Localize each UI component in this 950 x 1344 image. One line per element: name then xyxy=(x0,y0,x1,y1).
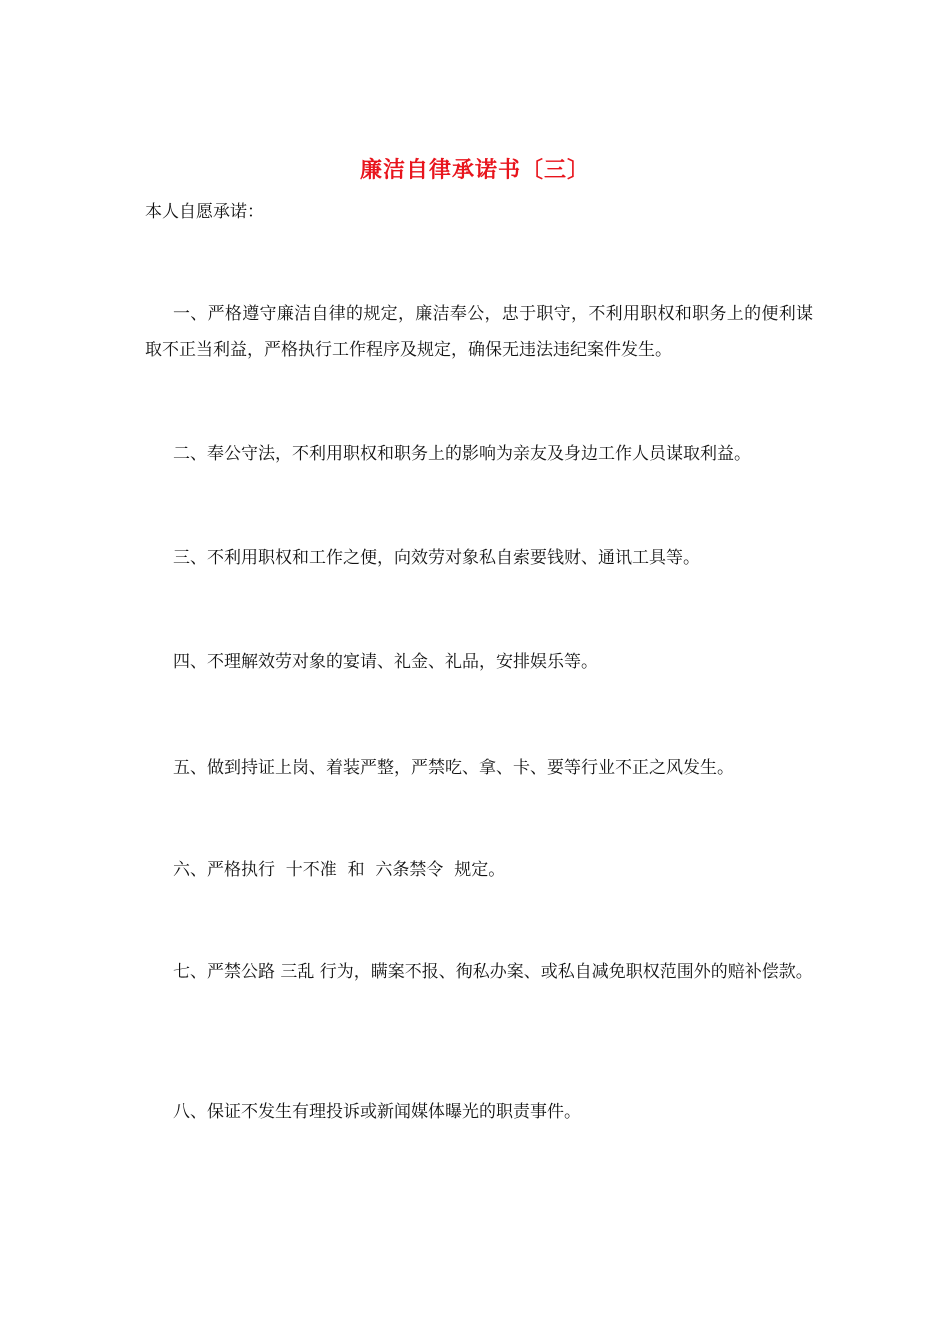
paragraph-2: 二、奉公守法，不利用职权和职务上的影响为亲友及身边工作人员谋取利益。 xyxy=(173,444,751,464)
paragraph-3: 三、不利用职权和工作之便，向效劳对象私自索要钱财、通讯工具等。 xyxy=(173,548,700,568)
document-title: 廉洁自律承诺书〔三〕 xyxy=(359,157,590,183)
intro-line: 本人自愿承诺： xyxy=(145,202,264,222)
paragraph-4: 四、不理解效劳对象的宴请、礼金、礼品，安排娱乐等。 xyxy=(173,652,598,672)
paragraph-7: 七、严禁公路 三乱 行为，瞒案不报、徇私办案、或私自减免职权范围外的赔补偿款。 xyxy=(173,962,813,982)
paragraph-8: 八、保证不发生有理投诉或新闻媒体曝光的职责事件。 xyxy=(173,1102,581,1122)
paragraph-1: 一、严格遵守廉洁自律的规定，廉洁奉公，忠于职守，不利用职权和职务上的便利谋取不正当利益，严格执行工作程序及规定，确保无违法违纪案件发生。 xyxy=(145,304,813,360)
paragraph-6: 六、严格执行 十不准 和 六条禁令 规定。 xyxy=(173,860,506,880)
paragraph-5: 五、做到持证上岗、着装严整，严禁吃、拿、卡、要等行业不正之风发生。 xyxy=(173,758,734,778)
